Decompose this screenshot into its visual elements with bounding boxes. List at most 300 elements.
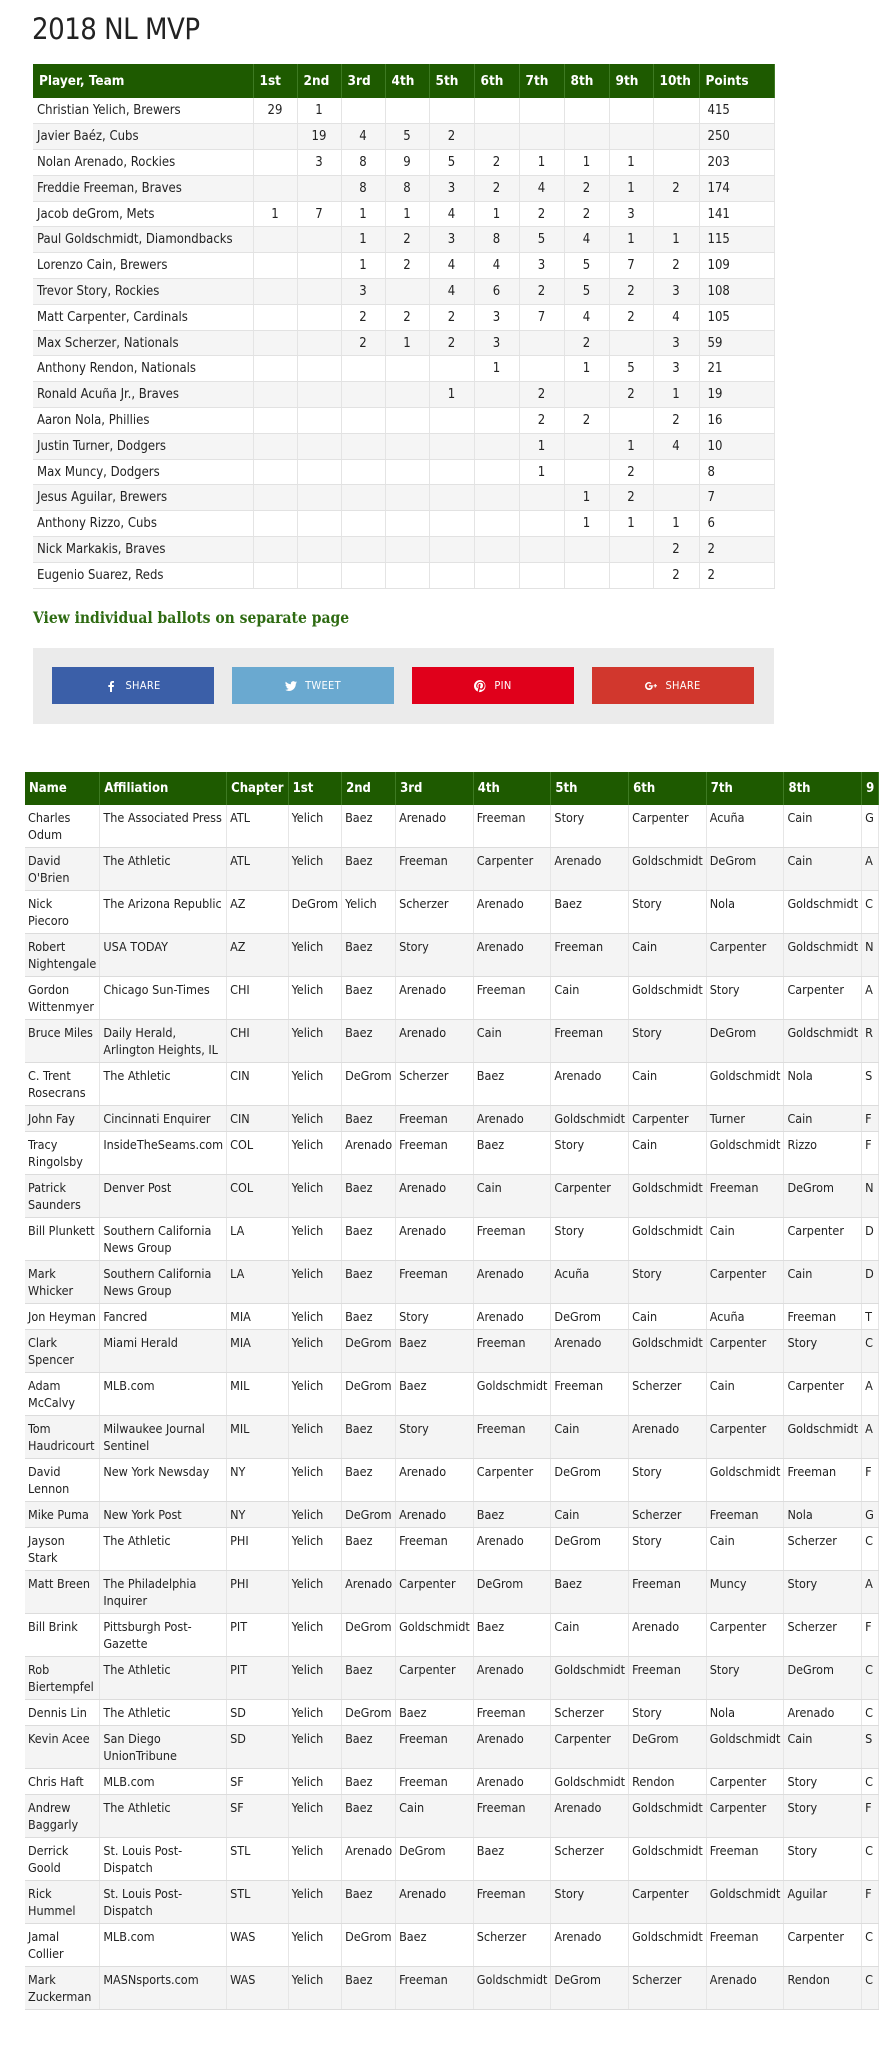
votes-cell bbox=[474, 382, 519, 408]
ballot-pick-cell: Arenado bbox=[473, 1657, 551, 1700]
voter-name-cell: Derrick Goold bbox=[25, 1838, 100, 1881]
chapter-cell: SF bbox=[227, 1769, 288, 1795]
chapter-cell: CIN bbox=[227, 1063, 288, 1106]
votes-cell: 3 bbox=[474, 330, 519, 356]
ballot-pick-cell: Cain bbox=[629, 934, 707, 977]
votes-cell bbox=[474, 537, 519, 563]
player-cell: Freddie Freeman, Braves bbox=[33, 175, 253, 201]
votes-cell: 5 bbox=[564, 279, 609, 305]
ballot-pick-cell: Carpenter bbox=[706, 1330, 784, 1373]
votes-cell bbox=[519, 124, 564, 150]
ballot-pick-cell: Goldschmidt bbox=[473, 1373, 551, 1416]
votes-cell bbox=[341, 98, 385, 124]
votes-cell bbox=[253, 304, 297, 330]
chapter-cell: NY bbox=[227, 1502, 288, 1528]
votes-cell bbox=[385, 433, 429, 459]
ballot-pick-cell: Yelich bbox=[288, 1218, 341, 1261]
votes-cell: 3 bbox=[474, 304, 519, 330]
ballot-pick-cell: Yelich bbox=[288, 848, 341, 891]
ballot-pick-cell: Nola bbox=[784, 1502, 862, 1528]
ballot-pick-cell: Yelich bbox=[288, 1838, 341, 1881]
ballot-pick-cell: Baez bbox=[551, 891, 629, 934]
ballot-pick-cell: Goldschmidt bbox=[629, 1838, 707, 1881]
votes-cell: 5 bbox=[429, 150, 474, 176]
ballot-row bbox=[25, 1175, 879, 1218]
ballot-pick-cell: Carpenter bbox=[706, 1416, 784, 1459]
votes-cell: 1 bbox=[474, 201, 519, 227]
ballot-pick-cell: Goldschmidt bbox=[706, 1132, 784, 1175]
player-cell: Trevor Story, Rockies bbox=[33, 279, 253, 305]
points-cell: 21 bbox=[699, 356, 774, 382]
ballot-pick-cell: Story bbox=[784, 1330, 862, 1373]
ballots-col-header: 9 bbox=[862, 772, 879, 805]
votes-cell bbox=[653, 485, 699, 511]
ballot-pick-cell: Muncy bbox=[706, 1571, 784, 1614]
ballot-pick-cell: Arenado bbox=[396, 1175, 474, 1218]
voter-name-cell: Mark Zuckerman bbox=[25, 1967, 100, 2010]
ballot-row bbox=[25, 1528, 879, 1571]
ballot-row bbox=[25, 1502, 879, 1528]
twitter-tweet-button[interactable] bbox=[232, 667, 394, 704]
votes-cell bbox=[653, 201, 699, 227]
ballot-pick-cell: Arenado bbox=[473, 891, 551, 934]
voter-name-cell: Jayson Stark bbox=[25, 1528, 100, 1571]
ballot-pick-cell: Arenado bbox=[396, 1881, 474, 1924]
ballot-row bbox=[25, 1726, 879, 1769]
votes-cell bbox=[564, 433, 609, 459]
votes-cell bbox=[341, 537, 385, 563]
chapter-cell: PHI bbox=[227, 1571, 288, 1614]
ballot-row bbox=[25, 1020, 879, 1063]
ballot-pick-cell: Carpenter bbox=[706, 1795, 784, 1838]
ballot-pick-cell: Baez bbox=[342, 1304, 396, 1330]
ballot-pick-cell: Carpenter bbox=[629, 1881, 707, 1924]
affiliation-cell: MLB.com bbox=[100, 1373, 227, 1416]
ballots-col-header: 1st bbox=[288, 772, 341, 805]
votes-cell bbox=[474, 98, 519, 124]
votes-cell bbox=[385, 537, 429, 563]
affiliation-cell: San Diego UnionTribune bbox=[100, 1726, 227, 1769]
summary-row bbox=[33, 485, 774, 511]
ballot-row bbox=[25, 1769, 879, 1795]
voter-name-cell: David O'Brien bbox=[25, 848, 100, 891]
voter-name-cell: Chris Haft bbox=[25, 1769, 100, 1795]
ballot-pick-cell: Baez bbox=[342, 1528, 396, 1571]
ballots-col-header: 7th bbox=[706, 772, 784, 805]
ballot-pick-cell: Arenado bbox=[396, 977, 474, 1020]
votes-cell: 1 bbox=[609, 433, 653, 459]
votes-cell bbox=[564, 459, 609, 485]
ballot-pick-cell: C bbox=[862, 1700, 879, 1726]
player-cell: Jacob deGrom, Mets bbox=[33, 201, 253, 227]
votes-cell: 2 bbox=[609, 279, 653, 305]
votes-cell bbox=[341, 562, 385, 588]
ballot-pick-cell: Arenado bbox=[473, 1106, 551, 1132]
votes-cell bbox=[429, 537, 474, 563]
votes-cell bbox=[474, 433, 519, 459]
votes-cell: 8 bbox=[385, 175, 429, 201]
voter-name-cell: Mark Whicker bbox=[25, 1261, 100, 1304]
ballot-pick-cell: Yelich bbox=[288, 805, 341, 848]
ballot-pick-cell: Arenado bbox=[396, 1502, 474, 1528]
ballot-pick-cell: Cain bbox=[551, 977, 629, 1020]
ballot-pick-cell: Yelich bbox=[288, 1795, 341, 1838]
ballot-pick-cell: Scherzer bbox=[629, 1502, 707, 1528]
ballot-pick-cell: DeGrom bbox=[551, 1528, 629, 1571]
ballots-col-header: 3rd bbox=[396, 772, 474, 805]
voter-name-cell: C. Trent Rosecrans bbox=[25, 1063, 100, 1106]
votes-cell: 2 bbox=[429, 304, 474, 330]
votes-cell: 2 bbox=[474, 150, 519, 176]
ballot-row bbox=[25, 1700, 879, 1726]
ballot-pick-cell: Carpenter bbox=[706, 934, 784, 977]
ballot-row bbox=[25, 1106, 879, 1132]
votes-cell bbox=[385, 511, 429, 537]
ballot-pick-cell: Baez bbox=[342, 1218, 396, 1261]
ballot-pick-cell: Scherzer bbox=[396, 1063, 474, 1106]
voter-name-cell: Jamal Collier bbox=[25, 1924, 100, 1967]
points-cell: 8 bbox=[699, 459, 774, 485]
summary-row bbox=[33, 511, 774, 537]
ballot-pick-cell: Baez bbox=[342, 1795, 396, 1838]
summary-row bbox=[33, 459, 774, 485]
votes-cell bbox=[253, 227, 297, 253]
ballot-pick-cell: Yelich bbox=[288, 1416, 341, 1459]
votes-cell bbox=[609, 408, 653, 434]
ballot-row bbox=[25, 1795, 879, 1838]
summary-row bbox=[33, 330, 774, 356]
ballot-pick-cell: DeGrom bbox=[706, 1020, 784, 1063]
ballot-pick-cell: Baez bbox=[342, 1106, 396, 1132]
ballot-pick-cell: Yelich bbox=[288, 1967, 341, 2010]
ballot-row bbox=[25, 1967, 879, 2010]
ballot-pick-cell: Arenado bbox=[342, 1132, 396, 1175]
affiliation-cell: The Arizona Republic bbox=[100, 891, 227, 934]
ballot-pick-cell: Story bbox=[706, 977, 784, 1020]
ballot-row bbox=[25, 848, 879, 891]
votes-cell bbox=[609, 124, 653, 150]
facebook-share-button[interactable] bbox=[52, 667, 214, 704]
ballot-pick-cell: Carpenter bbox=[706, 1261, 784, 1304]
affiliation-cell: The Athletic bbox=[100, 1700, 227, 1726]
ballot-pick-cell: Scherzer bbox=[396, 891, 474, 934]
votes-cell: 7 bbox=[297, 201, 341, 227]
votes-cell: 1 bbox=[253, 201, 297, 227]
summary-col-header: 2nd bbox=[297, 64, 341, 98]
ballot-pick-cell: Baez bbox=[396, 1924, 474, 1967]
ballot-pick-cell: Story bbox=[396, 934, 474, 977]
ballot-pick-cell: Story bbox=[784, 1795, 862, 1838]
ballot-pick-cell: Yelich bbox=[288, 1330, 341, 1373]
votes-cell: 2 bbox=[341, 304, 385, 330]
chapter-cell: CIN bbox=[227, 1106, 288, 1132]
ballot-pick-cell: Baez bbox=[342, 805, 396, 848]
votes-cell: 6 bbox=[474, 279, 519, 305]
ballot-pick-cell: Carpenter bbox=[473, 848, 551, 891]
ballot-pick-cell: Cain bbox=[396, 1795, 474, 1838]
ballot-pick-cell: Story bbox=[551, 1218, 629, 1261]
ballot-pick-cell: Carpenter bbox=[629, 1106, 707, 1132]
votes-cell: 2 bbox=[653, 175, 699, 201]
votes-cell bbox=[253, 408, 297, 434]
google-plus-share-button[interactable] bbox=[592, 667, 754, 704]
votes-cell bbox=[253, 356, 297, 382]
ballot-pick-cell: Arenado bbox=[473, 1769, 551, 1795]
affiliation-cell: Cincinnati Enquirer bbox=[100, 1106, 227, 1132]
votes-cell: 1 bbox=[653, 382, 699, 408]
ballot-pick-cell: Carpenter bbox=[784, 1924, 862, 1967]
summary-col-header: 3rd bbox=[341, 64, 385, 98]
ballot-pick-cell: Baez bbox=[473, 1614, 551, 1657]
ballot-pick-cell: Carpenter bbox=[396, 1571, 474, 1614]
ballot-pick-cell: DeGrom bbox=[288, 891, 341, 934]
votes-cell: 1 bbox=[385, 330, 429, 356]
votes-cell bbox=[297, 279, 341, 305]
votes-cell: 2 bbox=[609, 382, 653, 408]
ballot-pick-cell: Cain bbox=[473, 1020, 551, 1063]
chapter-cell: WAS bbox=[227, 1924, 288, 1967]
ballot-pick-cell: Freeman bbox=[396, 1967, 474, 2010]
ballot-pick-cell: F bbox=[862, 1795, 879, 1838]
summary-row bbox=[33, 408, 774, 434]
points-cell: 415 bbox=[699, 98, 774, 124]
voter-name-cell: Kevin Acee bbox=[25, 1726, 100, 1769]
ballot-pick-cell: Goldschmidt bbox=[629, 848, 707, 891]
ballot-pick-cell: Baez bbox=[342, 1416, 396, 1459]
affiliation-cell: Daily Herald, Arlington Heights, IL bbox=[100, 1020, 227, 1063]
view-ballots-link[interactable]: View individual ballots on separate page bbox=[33, 608, 350, 627]
ballot-pick-cell: Aguilar bbox=[784, 1881, 862, 1924]
ballot-pick-cell: Baez bbox=[342, 1657, 396, 1700]
summary-col-header: 7th bbox=[519, 64, 564, 98]
votes-cell: 7 bbox=[519, 304, 564, 330]
ballot-pick-cell: Freeman bbox=[396, 1106, 474, 1132]
ballot-pick-cell: Cain bbox=[551, 1614, 629, 1657]
ballot-pick-cell: Carpenter bbox=[629, 805, 707, 848]
voter-name-cell: David Lennon bbox=[25, 1459, 100, 1502]
votes-cell: 2 bbox=[653, 253, 699, 279]
votes-cell: 5 bbox=[564, 253, 609, 279]
ballot-pick-cell: Carpenter bbox=[473, 1459, 551, 1502]
votes-cell bbox=[253, 433, 297, 459]
summary-row bbox=[33, 98, 774, 124]
ballot-pick-cell: Acuña bbox=[706, 805, 784, 848]
ballot-pick-cell: Goldschmidt bbox=[473, 1967, 551, 2010]
summary-row bbox=[33, 562, 774, 588]
ballot-pick-cell: Turner bbox=[706, 1106, 784, 1132]
votes-cell bbox=[297, 485, 341, 511]
ballot-pick-cell: Baez bbox=[396, 1700, 474, 1726]
ballot-pick-cell: F bbox=[862, 1106, 879, 1132]
votes-cell bbox=[653, 150, 699, 176]
points-cell: 59 bbox=[699, 330, 774, 356]
chapter-cell: CHI bbox=[227, 977, 288, 1020]
player-cell: Anthony Rendon, Nationals bbox=[33, 356, 253, 382]
ballot-pick-cell: C bbox=[862, 1657, 879, 1700]
votes-cell: 1 bbox=[429, 382, 474, 408]
ballot-row bbox=[25, 1330, 879, 1373]
points-cell: 2 bbox=[699, 537, 774, 563]
ballot-row bbox=[25, 1838, 879, 1881]
votes-cell: 1 bbox=[385, 201, 429, 227]
ballot-pick-cell: Rizzo bbox=[784, 1132, 862, 1175]
votes-cell bbox=[297, 304, 341, 330]
voter-name-cell: Bruce Miles bbox=[25, 1020, 100, 1063]
ballot-pick-cell: Freeman bbox=[551, 1020, 629, 1063]
ballot-pick-cell: Arenado bbox=[396, 805, 474, 848]
ballot-pick-cell: Yelich bbox=[288, 1881, 341, 1924]
votes-cell bbox=[253, 124, 297, 150]
ballot-pick-cell: Freeman bbox=[706, 1175, 784, 1218]
ballot-pick-cell: Yelich bbox=[288, 934, 341, 977]
votes-cell: 1 bbox=[564, 150, 609, 176]
votes-cell bbox=[429, 433, 474, 459]
facebook-icon bbox=[105, 680, 117, 692]
affiliation-cell: InsideTheSeams.com bbox=[100, 1132, 227, 1175]
voter-name-cell: Nick Piecoro bbox=[25, 891, 100, 934]
ballot-pick-cell: Arenado bbox=[473, 1304, 551, 1330]
summary-row bbox=[33, 304, 774, 330]
votes-cell bbox=[519, 98, 564, 124]
votes-cell: 8 bbox=[341, 175, 385, 201]
points-cell: 109 bbox=[699, 253, 774, 279]
ballots-col-header: 8th bbox=[784, 772, 862, 805]
votes-cell bbox=[474, 124, 519, 150]
chapter-cell: WAS bbox=[227, 1967, 288, 2010]
ballot-pick-cell: Freeman bbox=[473, 1881, 551, 1924]
summary-row bbox=[33, 382, 774, 408]
voter-name-cell: Bill Brink bbox=[25, 1614, 100, 1657]
pinterest-pin-button[interactable] bbox=[412, 667, 574, 704]
ballot-pick-cell: Story bbox=[784, 1769, 862, 1795]
votes-cell: 2 bbox=[429, 124, 474, 150]
ballot-pick-cell: DeGrom bbox=[784, 1175, 862, 1218]
ballot-pick-cell: Story bbox=[551, 1881, 629, 1924]
votes-cell bbox=[609, 562, 653, 588]
ballot-pick-cell: DeGrom bbox=[551, 1967, 629, 2010]
ballot-pick-cell: Story bbox=[784, 1838, 862, 1881]
points-cell: 6 bbox=[699, 511, 774, 537]
ballot-pick-cell: Freeman bbox=[396, 1261, 474, 1304]
votes-cell bbox=[297, 433, 341, 459]
votes-cell: 3 bbox=[429, 175, 474, 201]
ballot-pick-cell: N bbox=[862, 934, 879, 977]
votes-cell bbox=[519, 330, 564, 356]
voter-name-cell: Robert Nightengale bbox=[25, 934, 100, 977]
votes-cell: 19 bbox=[297, 124, 341, 150]
ballot-pick-cell: Cain bbox=[551, 1502, 629, 1528]
votes-cell: 1 bbox=[609, 227, 653, 253]
chapter-cell: MIA bbox=[227, 1304, 288, 1330]
votes-cell: 1 bbox=[519, 433, 564, 459]
chapter-cell: COL bbox=[227, 1132, 288, 1175]
votes-cell: 1 bbox=[297, 98, 341, 124]
ballot-pick-cell: Goldschmidt bbox=[629, 977, 707, 1020]
ballot-pick-cell: Goldschmidt bbox=[629, 1924, 707, 1967]
ballot-pick-cell: DeGrom bbox=[342, 1330, 396, 1373]
votes-cell bbox=[385, 485, 429, 511]
ballot-pick-cell: Story bbox=[629, 891, 707, 934]
votes-cell bbox=[385, 382, 429, 408]
ballot-pick-cell: Nola bbox=[784, 1063, 862, 1106]
ballot-pick-cell: Carpenter bbox=[706, 1614, 784, 1657]
chapter-cell: LA bbox=[227, 1261, 288, 1304]
ballot-pick-cell: F bbox=[862, 1881, 879, 1924]
chapter-cell: SF bbox=[227, 1795, 288, 1838]
ballot-pick-cell: DeGrom bbox=[342, 1700, 396, 1726]
votes-cell: 1 bbox=[564, 356, 609, 382]
ballot-pick-cell: Goldschmidt bbox=[629, 1218, 707, 1261]
ballot-pick-cell: Arenado bbox=[396, 1459, 474, 1502]
votes-cell: 7 bbox=[609, 253, 653, 279]
ballot-pick-cell: A bbox=[862, 1571, 879, 1614]
votes-cell bbox=[297, 382, 341, 408]
ballot-pick-cell: C bbox=[862, 1967, 879, 2010]
votes-cell: 3 bbox=[609, 201, 653, 227]
ballot-pick-cell: Yelich bbox=[288, 1175, 341, 1218]
player-cell: Paul Goldschmidt, Diamondbacks bbox=[33, 227, 253, 253]
votes-cell bbox=[609, 537, 653, 563]
ballot-pick-cell: S bbox=[862, 1726, 879, 1769]
votes-cell: 2 bbox=[385, 253, 429, 279]
player-cell: Lorenzo Cain, Brewers bbox=[33, 253, 253, 279]
ballot-row bbox=[25, 1459, 879, 1502]
ballots-header-row bbox=[25, 772, 879, 805]
votes-cell bbox=[474, 511, 519, 537]
ballot-pick-cell: Story bbox=[706, 1657, 784, 1700]
ballot-pick-cell: DeGrom bbox=[784, 1657, 862, 1700]
votes-cell bbox=[297, 227, 341, 253]
ballot-pick-cell: G bbox=[862, 1502, 879, 1528]
ballot-pick-cell: DeGrom bbox=[706, 848, 784, 891]
votes-cell: 1 bbox=[341, 201, 385, 227]
ballot-pick-cell: Goldschmidt bbox=[551, 1657, 629, 1700]
votes-cell bbox=[429, 459, 474, 485]
ballot-pick-cell: Arenado bbox=[473, 1528, 551, 1571]
player-cell: Anthony Rizzo, Cubs bbox=[33, 511, 253, 537]
ballot-pick-cell: N bbox=[862, 1175, 879, 1218]
ballot-pick-cell: Arenado bbox=[551, 1795, 629, 1838]
votes-cell: 2 bbox=[653, 537, 699, 563]
ballot-pick-cell: Scherzer bbox=[784, 1614, 862, 1657]
ballot-pick-cell: C bbox=[862, 1838, 879, 1881]
ballot-pick-cell: Baez bbox=[473, 1502, 551, 1528]
ballot-pick-cell: Cain bbox=[706, 1528, 784, 1571]
votes-cell bbox=[297, 562, 341, 588]
ballot-pick-cell: Freeman bbox=[473, 977, 551, 1020]
chapter-cell: ATL bbox=[227, 805, 288, 848]
ballot-pick-cell: Arenado bbox=[473, 1261, 551, 1304]
votes-cell: 4 bbox=[519, 175, 564, 201]
ballot-pick-cell: Freeman bbox=[784, 1459, 862, 1502]
votes-cell bbox=[297, 175, 341, 201]
ballot-pick-cell: Yelich bbox=[288, 1657, 341, 1700]
votes-cell: 2 bbox=[385, 227, 429, 253]
affiliation-cell: USA TODAY bbox=[100, 934, 227, 977]
summary-row bbox=[33, 150, 774, 176]
ballot-pick-cell: DeGrom bbox=[342, 1373, 396, 1416]
votes-cell bbox=[253, 175, 297, 201]
summary-table bbox=[33, 64, 775, 589]
votes-cell bbox=[429, 356, 474, 382]
votes-cell bbox=[385, 98, 429, 124]
ballot-pick-cell: Yelich bbox=[288, 1700, 341, 1726]
votes-cell bbox=[519, 485, 564, 511]
affiliation-cell: MASNsports.com bbox=[100, 1967, 227, 2010]
chapter-cell: PHI bbox=[227, 1528, 288, 1571]
ballot-pick-cell: Scherzer bbox=[629, 1967, 707, 2010]
chapter-cell: MIA bbox=[227, 1330, 288, 1373]
